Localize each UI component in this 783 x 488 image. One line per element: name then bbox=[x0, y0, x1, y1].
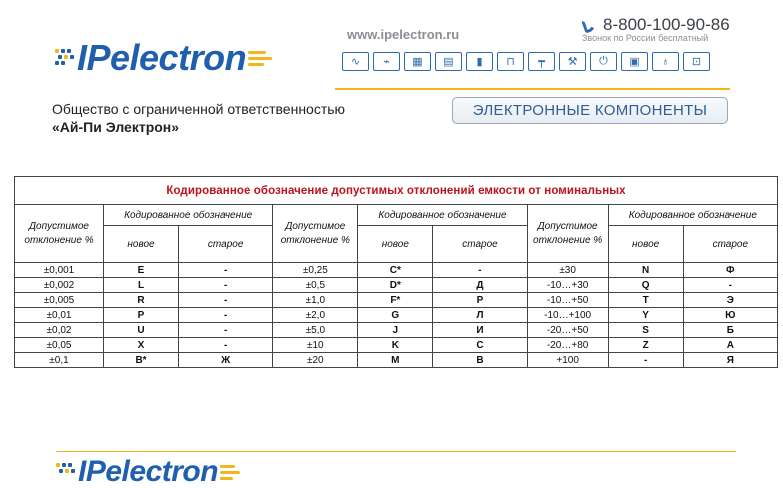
new-code-cell: F* bbox=[358, 293, 433, 308]
new-code-cell: S bbox=[608, 323, 683, 338]
old-code-cell: Б bbox=[683, 323, 777, 338]
tolerance-cell: ±0,02 bbox=[15, 323, 104, 338]
logo-text: IPelectron bbox=[77, 37, 247, 78]
tolerance-cell: ±30 bbox=[527, 263, 608, 278]
old-code-cell: В bbox=[433, 353, 527, 368]
old-header-2: старое bbox=[433, 226, 527, 263]
new-code-cell: K bbox=[358, 338, 433, 353]
logo-tail-icon bbox=[248, 51, 272, 66]
footer-logo[interactable] bbox=[56, 456, 240, 488]
new-code-cell: T bbox=[608, 293, 683, 308]
logo-dots-icon bbox=[55, 47, 77, 69]
tolerance-cell: ±1,0 bbox=[273, 293, 358, 308]
connector-icon[interactable]: ⌁ bbox=[373, 52, 400, 71]
new-header-3: новое bbox=[608, 226, 683, 263]
old-header-1: старое bbox=[179, 226, 273, 263]
tolerance-cell: ±5,0 bbox=[273, 323, 358, 338]
new-code-cell: G bbox=[358, 308, 433, 323]
old-code-cell: Э bbox=[683, 293, 777, 308]
old-code-cell: - bbox=[179, 293, 273, 308]
new-code-cell: X bbox=[104, 338, 179, 353]
display-icon[interactable]: ▣ bbox=[621, 52, 648, 71]
device-icon[interactable]: ⊡ bbox=[683, 52, 710, 71]
new-code-cell: - bbox=[608, 353, 683, 368]
old-code-cell: - bbox=[683, 278, 777, 293]
old-code-cell: Л bbox=[433, 308, 527, 323]
pin-header-icon[interactable]: ┯ bbox=[528, 52, 555, 71]
coded-header-1: Кодированное обозначение bbox=[104, 205, 273, 226]
site-url[interactable]: www.ipelectron.ru bbox=[347, 27, 460, 42]
category-icon-bar bbox=[342, 52, 710, 71]
company-type: Общество с ограниченной ответственностью bbox=[52, 101, 346, 117]
tool-icon[interactable]: ⚒ bbox=[559, 52, 586, 71]
table-row bbox=[15, 278, 778, 293]
coded-header-3: Кодированное обозначение bbox=[608, 205, 777, 226]
tolerance-cell: -10…+30 bbox=[527, 278, 608, 293]
tolerance-cell: ±0,1 bbox=[15, 353, 104, 368]
old-code-cell: Ж bbox=[179, 353, 273, 368]
table-row bbox=[15, 338, 778, 353]
led-icon[interactable]: ♁ bbox=[652, 52, 679, 71]
old-code-cell: - bbox=[179, 308, 273, 323]
battery-icon[interactable]: ▮ bbox=[466, 52, 493, 71]
tolerance-cell: ±0,05 bbox=[15, 338, 104, 353]
chip-icon[interactable]: ▤ bbox=[435, 52, 462, 71]
tolerance-header-3: Допустимое отклонение % bbox=[527, 205, 608, 263]
new-code-cell: C* bbox=[358, 263, 433, 278]
tolerance-cell: ±10 bbox=[273, 338, 358, 353]
table-row bbox=[15, 323, 778, 338]
brand-logo[interactable] bbox=[55, 38, 272, 78]
old-code-cell: - bbox=[179, 263, 273, 278]
phone-text: 8-800-100-90-86 bbox=[603, 15, 730, 34]
new-code-cell: Z bbox=[608, 338, 683, 353]
tolerance-cell: ±0,5 bbox=[273, 278, 358, 293]
table-title: Кодированное обозначение допустимых отклонений емкости от номинальных bbox=[15, 177, 778, 205]
tolerance-cell: -20…+50 bbox=[527, 323, 608, 338]
header-divider bbox=[335, 88, 730, 90]
old-code-cell: Ф bbox=[683, 263, 777, 278]
old-code-cell: Р bbox=[433, 293, 527, 308]
tolerance-cell: -10…+50 bbox=[527, 293, 608, 308]
tolerance-cell: ±0,001 bbox=[15, 263, 104, 278]
new-code-cell: Q bbox=[608, 278, 683, 293]
tolerance-cell: -10…+100 bbox=[527, 308, 608, 323]
phone-note: Звонок по России бесплатный bbox=[582, 33, 709, 43]
old-code-cell: - bbox=[179, 278, 273, 293]
old-code-cell: Д bbox=[433, 278, 527, 293]
old-code-cell: - bbox=[179, 323, 273, 338]
new-code-cell: Y bbox=[608, 308, 683, 323]
old-code-cell: Я bbox=[683, 353, 777, 368]
old-code-cell: С bbox=[433, 338, 527, 353]
table-row bbox=[15, 293, 778, 308]
old-code-cell: - bbox=[179, 338, 273, 353]
new-code-cell: R bbox=[104, 293, 179, 308]
capacitor-icon[interactable]: ⊓ bbox=[497, 52, 524, 71]
old-code-cell: А bbox=[683, 338, 777, 353]
phone-number[interactable] bbox=[583, 15, 730, 35]
tolerance-cell: ±2,0 bbox=[273, 308, 358, 323]
logo-tail-icon bbox=[220, 465, 240, 480]
tolerance-cell: ±0,002 bbox=[15, 278, 104, 293]
tolerance-cell: ±20 bbox=[273, 353, 358, 368]
board-icon[interactable]: ▦ bbox=[404, 52, 431, 71]
new-code-cell: P bbox=[104, 308, 179, 323]
cable-icon[interactable]: ∿ bbox=[342, 52, 369, 71]
table-row bbox=[15, 308, 778, 323]
old-code-cell: - bbox=[433, 263, 527, 278]
old-header-3: старое bbox=[683, 226, 777, 263]
new-code-cell: D* bbox=[358, 278, 433, 293]
new-code-cell: N bbox=[608, 263, 683, 278]
logo-text: IPelectron bbox=[78, 455, 219, 488]
power-icon[interactable]: ⏻ bbox=[590, 52, 617, 71]
old-code-cell: Ю bbox=[683, 308, 777, 323]
new-code-cell: U bbox=[104, 323, 179, 338]
tolerance-header-2: Допустимое отклонение % bbox=[273, 205, 358, 263]
tolerance-cell: -20…+80 bbox=[527, 338, 608, 353]
new-code-cell: E bbox=[104, 263, 179, 278]
old-code-cell: И bbox=[433, 323, 527, 338]
tolerance-cell: ±0,25 bbox=[273, 263, 358, 278]
phone-icon bbox=[581, 16, 597, 33]
new-header-2: новое bbox=[358, 226, 433, 263]
electronic-components-button[interactable]: ЭЛЕКТРОННЫЕ КОМПОНЕНТЫ bbox=[452, 97, 728, 124]
new-code-cell: B* bbox=[104, 353, 179, 368]
tolerance-cell: ±0,01 bbox=[15, 308, 104, 323]
table-row bbox=[15, 263, 778, 278]
new-code-cell: J bbox=[358, 323, 433, 338]
tolerance-cell: ±0,005 bbox=[15, 293, 104, 308]
tolerance-header-1: Допустимое отклонение % bbox=[15, 205, 104, 263]
coded-header-2: Кодированное обозначение bbox=[358, 205, 527, 226]
new-header-1: новое bbox=[104, 226, 179, 263]
tolerance-cell: +100 bbox=[527, 353, 608, 368]
footer-divider bbox=[56, 451, 736, 452]
new-code-cell: L bbox=[104, 278, 179, 293]
tolerance-code-table bbox=[14, 176, 778, 368]
new-code-cell: M bbox=[358, 353, 433, 368]
company-name: «Ай-Пи Электрон» bbox=[52, 119, 180, 135]
logo-dots-icon bbox=[56, 461, 78, 483]
table-row bbox=[15, 353, 778, 368]
